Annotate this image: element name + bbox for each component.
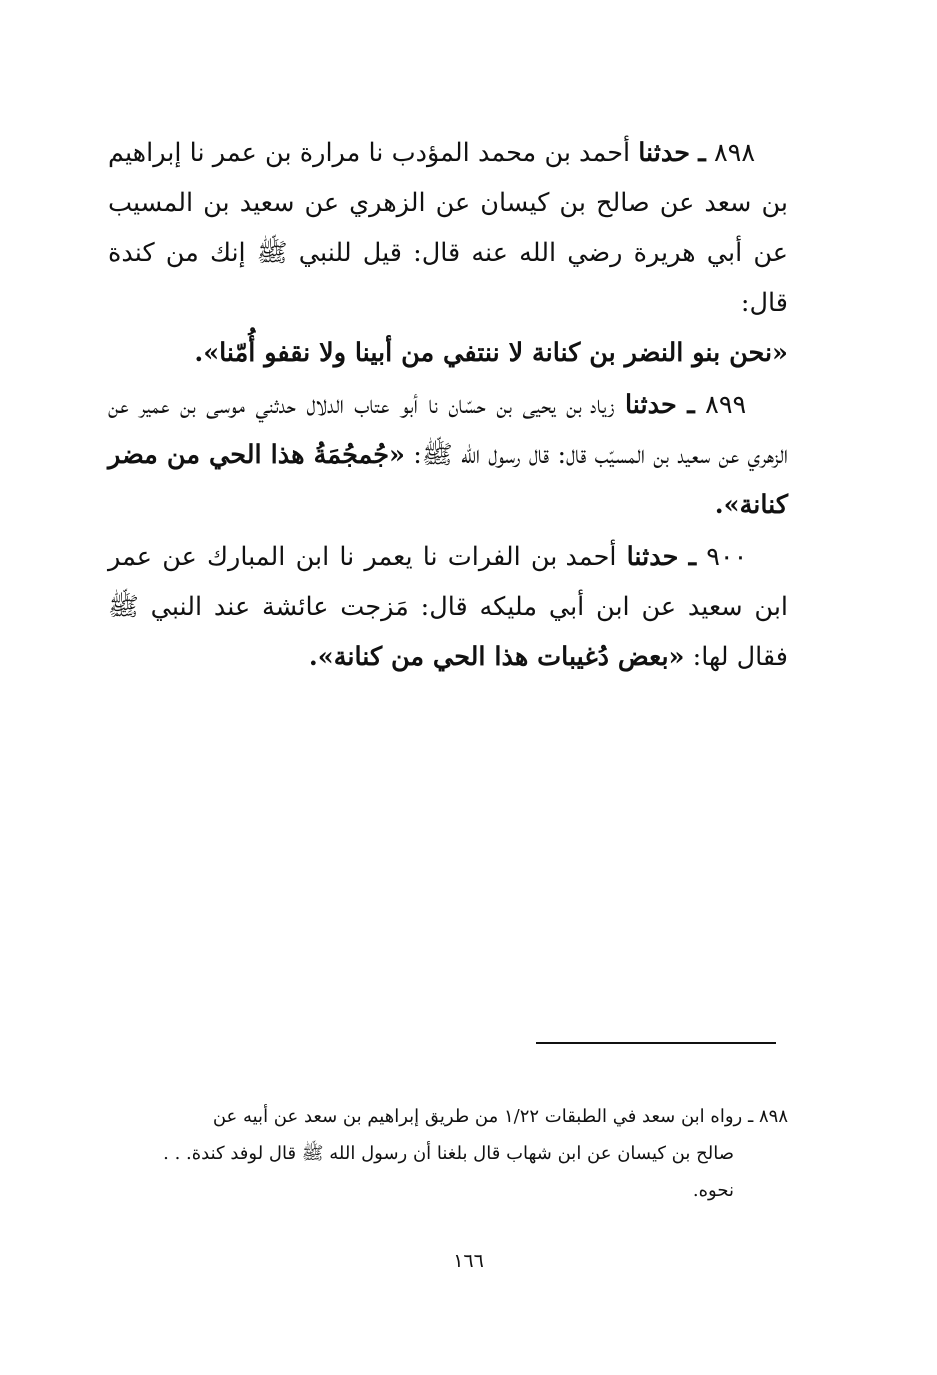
footnote-898: [108, 1098, 788, 1209]
hadith-quote: «جُمجُمَةُ هذا الحي من مضر كنانة».: [108, 440, 788, 520]
footnote-first-line: ٨٩٨ ـ رواه ابن سعد في الطبقات ١/٢٢ من طريق إبراهيم بن سعد عن أبيه عن: [212, 1106, 788, 1127]
footnote-line-1: رواه ابن سعد في الطبقات ١/٢٢ من طريق إبراهيم بن سعد عن أبيه عن: [212, 1106, 743, 1127]
footnote-line-3: نحوه.: [692, 1180, 734, 1201]
hadith-quote: «بعض دُغيبات هذا الحي من كنانة».: [308, 642, 685, 672]
footnote-line-2: صالح بن كيسان عن ابن شهاب قال بلغنا أن رسول الله ﷺ قال لوفد كندة. . .: [163, 1143, 734, 1164]
hadith-898: [108, 128, 788, 378]
hadith-899: [108, 380, 788, 530]
hadith-900: [108, 532, 788, 682]
footnotes: [108, 1098, 788, 1209]
hadith-text: زياد بن يحيى بن حسّان نا أبو عتاب الدلال حدثني موسى بن عمير عن الزهري عن سعيد بن المسيّب قال: قال رسول الله ﷺ:: [108, 390, 788, 470]
page-number: ١٦٦: [453, 1250, 484, 1272]
hadith-quote: «نحن بنو النضر بن كنانة لا ننتفي من أبينا ولا نقفو أُمّنا».: [194, 338, 788, 368]
hadith-lead: حدثنا: [638, 138, 690, 168]
hadith-number: ٨٩٩: [705, 390, 747, 420]
hadith-body: ٨٩٨ ـ حدثنا أحمد بن محمد المؤدب نا مرارة بن عمر نا إبراهيم بن سعد عن صالح بن كيسان عن الزهري عن سعيد بن المسيب عن أبي هريرة رضي الله عنه قال: قيل للنبي ﷺ إنك من كندة قال:: [108, 138, 788, 318]
hadith-number: ٩٠٠: [706, 542, 748, 572]
hadith-lead: حدثنا: [626, 542, 679, 572]
hadith-lead: حدثنا: [625, 390, 677, 420]
hadith-number: ٨٩٨: [713, 138, 756, 168]
hadith-body: ٨٩٩ ـ حدثنا زياد بن يحيى بن حسّان نا أبو عتاب الدلال حدثني موسى بن عمير عن الزهري عن سعيد بن المسيّب قال: قال رسول الله ﷺ: «جُمجُمَةُ هذا الحي من مضر كنانة».: [108, 390, 788, 520]
hadith-text: أحمد بن محمد المؤدب نا مرارة بن عمر نا إبراهيم بن سعد عن صالح بن كيسان عن الزهري عن سعيد بن المسيب عن أبي هريرة رضي الله عنه قال: قيل للنبي ﷺ إنك من كندة قال:: [108, 138, 788, 318]
hadith-text: أحمد بن الفرات نا يعمر نا ابن المبارك عن عمر ابن سعيد عن ابن أبي مليكه قال: مَزجت عائشة عند النبي ﷺ فقال لها:: [108, 542, 788, 672]
footnote-number: ٨٩٨: [758, 1106, 788, 1127]
hadith-quote-line: [108, 328, 788, 378]
hadith-body: ٩٠٠ ـ حدثنا أحمد بن الفرات نا يعمر نا ابن المبارك عن عمر ابن سعيد عن ابن أبي مليكه قال: مَزجت عائشة عند النبي ﷺ فقال لها: «بعض دُغيبات هذا الحي من كنانة».: [108, 542, 788, 672]
footnote-separator: [536, 1042, 776, 1044]
main-text: [108, 128, 788, 684]
